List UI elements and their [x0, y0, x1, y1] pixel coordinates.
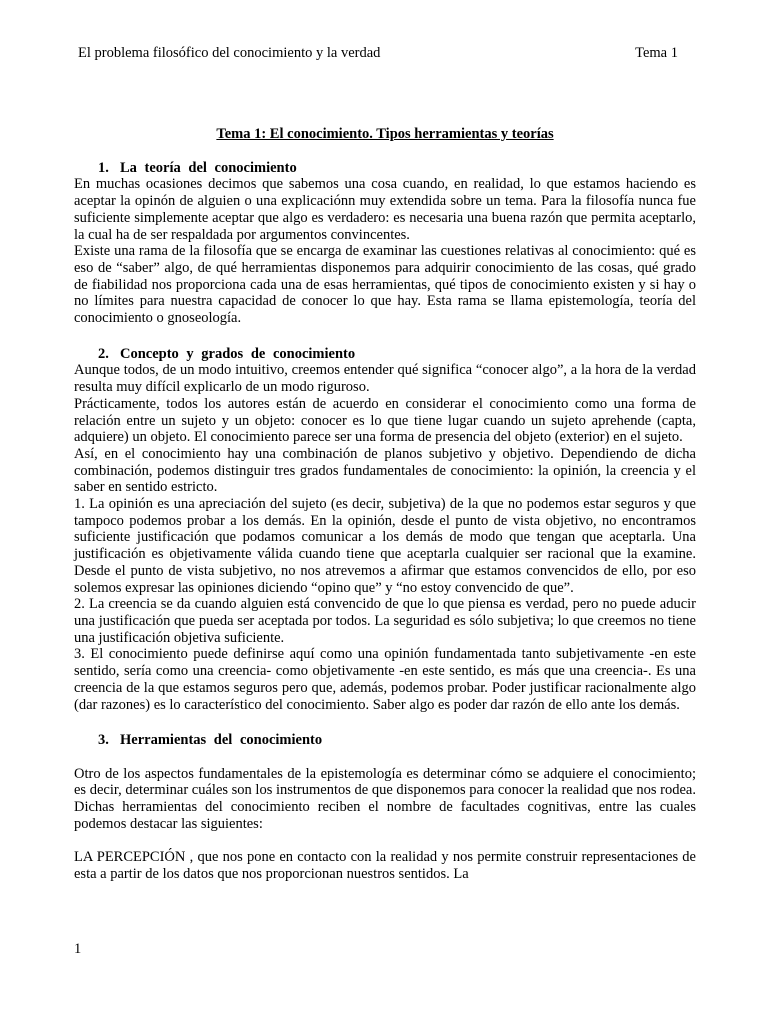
page-header — [78, 43, 678, 63]
document-title: Tema 1: El conocimiento. Tipos herramientas y teorías — [216, 126, 554, 142]
paragraph: LA PERCEPCIÓN , que nos pone en contacto con la realidad y nos permite construir representaciones de esta a partir de los datos que nos proporcionan nuestros sentidos. La — [74, 849, 696, 882]
section-number: 2. — [98, 345, 109, 362]
paragraph: Así, en el conocimiento hay una combinación de planos subjetivo y objetivo. Dependiendo de dicha combinación, podemos distinguir tres grados fundamentales de conocimiento: la opinión, la creencia y el saber en sentido estricto. — [74, 445, 696, 496]
section-heading-2 — [74, 346, 696, 363]
paragraph: Aunque todos, de un modo intuitivo, creemos entender qué significa “conocer algo”, a la hora de la verdad resulta muy difícil explicarlo de un modo riguroso. — [74, 362, 696, 396]
section-heading-1 — [74, 160, 696, 177]
document-body — [74, 126, 696, 883]
list-item-opinion: 1. La opinión es una apreciación del sujeto (es decir, subjetiva) de la que no podemos estar seguros y que tampoco podemos probar a los demás. En la opinión, desde el punto de vista objetivo, no encontramos suficiente justificación que podamos comunicar a los demás de modo que tengan que aceptarla. Una justificación es objetivamente válida cuando tiene que aceptarla cualquier ser racional que la examine. Desde el punto de vista subjetivo, no nos atrevemos a afirmar que estamos convencidos de ello, por eso solemos expresar las opiniones diciendo “opino que” y “no estoy convencido de que”. — [74, 496, 696, 596]
section-number: 1. — [98, 159, 109, 176]
paragraph: Existe una rama de la filosofía que se encarga de examinar las cuestiones relativas al conocimiento: qué es eso de “saber” algo, de qué herramientas disponemos para adquirir conocimiento de las cosas, qué grado de fiabilidad nos proporciona cada una de esas herramientas, qué tipos de conocimiento existen y si hay o no límites para nuestra capacidad de conocer lo que hay. Esta rama se llama epistemología, teoría del conocimiento o gnoseología. — [74, 243, 696, 327]
section-number: 3. — [98, 732, 109, 749]
section-heading-text: Concepto y grados de conocimiento — [120, 345, 356, 362]
paragraph: Otro de los aspectos fundamentales de la epistemología es determinar cómo se adquiere el conocimiento; es decir, determinar cuáles son los instrumentos de que disponemos para conocer la realidad que nos rodea. Dichas herramientas del conocimiento reciben el nombre de facultades cognitivas, entre las cuales podemos destacar las siguientes: — [74, 765, 696, 832]
section-heading-text: Herramientas del conocimiento — [120, 732, 323, 749]
list-item-creencia: 2. La creencia se da cuando alguien está convencido de que lo que piensa es verdad, pero no puede aducir una justificación que pueda ser aceptada por todos. La seguridad es sólo subjetiva; lo que creemos no tiene una justificación objetiva suficiente. — [74, 596, 696, 646]
header-document-title: El problema filosófico del conocimiento y la verdad — [78, 45, 381, 61]
section-heading-text: La teoría del conocimiento — [120, 159, 297, 176]
paragraph: Prácticamente, todos los autores están de acuerdo en considerar el conocimiento como una forma de relación entre un sujeto y un objeto: conocer es lo que tiene lugar cuando un sujeto aprehende (capta, adquiere) un objeto. El conocimiento parece ser una forma de presencia del objeto (exterior) en el sujeto. — [74, 395, 696, 446]
page-number: 1 — [74, 941, 82, 957]
header-topic-label: Tema 1 — [635, 45, 678, 61]
section-heading-3 — [74, 732, 696, 749]
list-item-conocimiento: 3. El conocimiento puede definirse aquí como una opinión fundamentada tanto subjetivamente -en este sentido, sería como una creencia- como objetivamente -en este sentido, es más que una creencia-. Es una creencia de la que estamos seguros pero que, además, podemos probar. Poder justificar racionalmente algo (dar razones) es lo característico del conocimiento. Saber algo es poder dar razón de ello ante los demás. — [74, 646, 696, 713]
paragraph: En muchas ocasiones decimos que sabemos una cosa cuando, en realidad, lo que estamos haciendo es aceptar la opinón de alguien o una explicaciónn muy extendida sobre un tema. Para la filosofía nunca fue suficiente simplemente aceptar que algo es verdadero: es necesaria una buena razón que permita aceptarlo, la cual ha de ser respaldada por argumentos convincentes. — [74, 176, 696, 243]
